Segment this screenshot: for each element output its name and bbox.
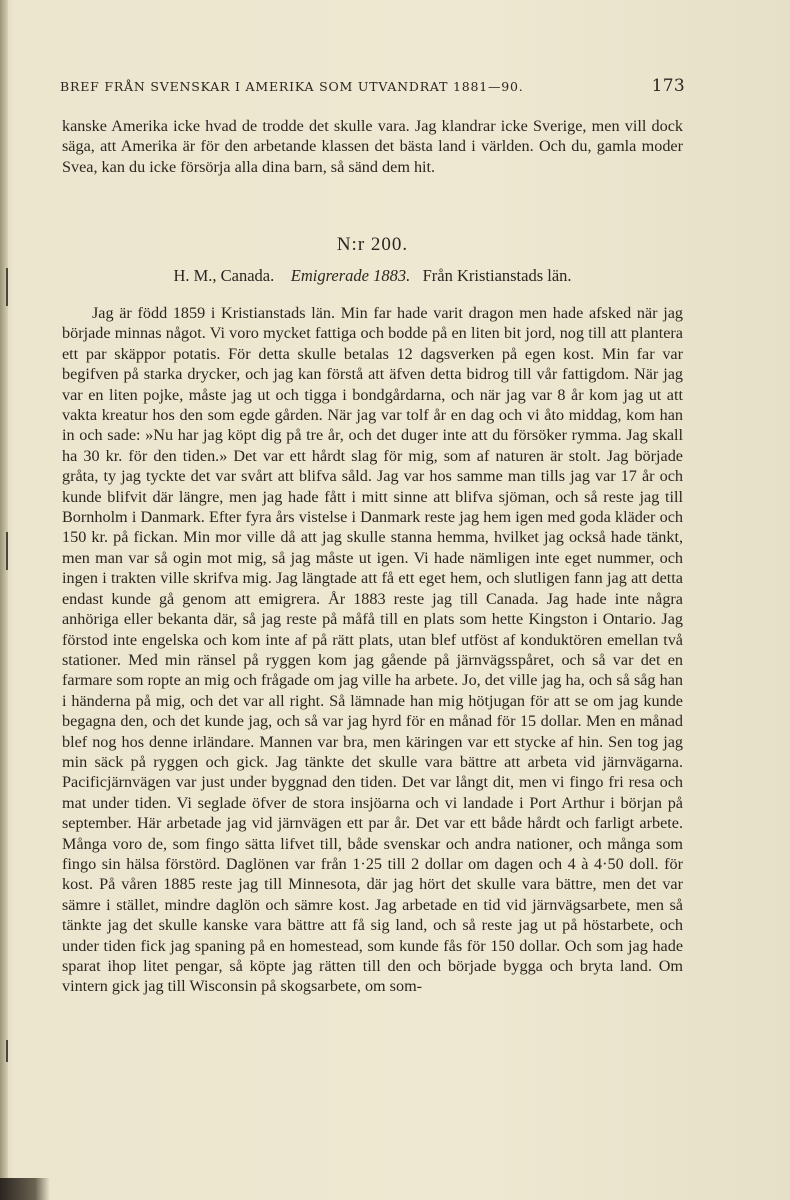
letter-title: N:r 200. (336, 234, 409, 255)
margin-mark (6, 268, 8, 306)
byline-author: H. M., Canada. (173, 266, 275, 285)
page-number: 173 (651, 76, 685, 96)
running-title: BREF FRÅN SVENSKAR I AMERIKA SOM UTVANDRAT 1881—90. (60, 79, 524, 94)
letter-byline (62, 266, 683, 286)
margin-mark (6, 1040, 8, 1062)
running-header (60, 76, 685, 96)
margin-mark (6, 532, 8, 570)
byline-emigrated: Emigrerade 1883. (290, 266, 411, 285)
letter-body (62, 303, 683, 997)
binding-shadow (0, 1178, 50, 1200)
continuation-text: kanske Amerika icke hvad de trodde det skulle vara. Jag klandrar icke Sverige, men vill dock säga, att Amerika är för den arbetande klassen det bästa land i världen. Och du, gamla moder Svea, kan du icke försörja alla dina barn, så sänd dem hit. (62, 117, 683, 176)
byline-origin: Från Kristianstads län. (422, 266, 572, 285)
continuation-paragraph (62, 116, 683, 177)
page-edge (0, 0, 8, 1200)
letter-text: Jag är född 1859 i Kristianstads län. Min far hade varit dragon men hade afsked när jag började minnas något. Vi voro mycket fattiga och bodde på en liten bit jord, nog till att plantera ett par skäppor potatis. För detta skulle betalas 12 dagsverken på egen kost. Min far var begifven på starka drycker, och jag kan förstå att äfven detta bidrog till vår fattigdom. När jag var en liten pojke, måste jag ut och tigga i bondgårdarna, och när jag var 8 år kom jag ut att vakta kreatur hos den som egde gården. När jag var tolf år en dag och vi åto middag, kom han in och sade: »Nu har jag köpt dig på tre år, och det duger inte att du försöker rymma. Jag skall ha 30 kr. för den tiden.» Det var ett hårdt slag för mig, som af naturen är stolt. Jag började gråta, ty jag tyckte det var svårt att blifva såld. Jag var hos samme man tills jag var 17 år och kunde blifvit där längre, men jag hade fått i mitt sinne att blifva sjöman, och så reste jag till Bornholm i Danmark. Efter fyra års vistelse i Danmark reste jag hem igen med goda kläder och 150 kr. på fickan. Min mor ville då att jag skulle stanna hemma, hvilket jag också hade tänkt, men man var så ogin mot mig, så jag måste ut igen. Vi hade nämligen inte eget nummer, och ingen i trakten ville skrifva mig. Jag längtade att få ett eget hem, och slutligen fann jag att detta endast kunde gå genom att emigrera. År 1883 reste jag till Canada. Jag hade inte några anhöriga eller bekanta där, så jag reste på måfå till en plats som hette Kingston i Ontario. Jag förstod inte engelska och kom inte af på rätt plats, utan blef utföst af konduktören emellan två stationer. Med min ränsel på ryggen kom jag gående på järnvägsspåret, och så var det en farmare som ropte an mig och frågade om jag ville ha arbete. Jo, det ville jag ha, och så såg han i händerna på mig, och det var all right. Så lämnade han mig hötjugan för att se om jag kunde begagna den, och det kunde jag, och så var jag hyrd för en månad för 15 dollar. Men en månad blef nog hos denne irländare. Mannen var bra, men käringen var ett stycke af hin. Sen tog jag min säck på ryggen och gick. Jag tänkte det skulle vara bättre att arbeta vid järnvägarna. Pacificjärnvägen var just under byggnad den tiden. Det var långt dit, men vi fingo fri resa och mat under tiden. Vi seglade öfver de stora insjöarna och vi landade i Port Arthur i början på september. Här arbetade jag vid järnvägen ett par år. Det var ett både hårdt och farligt arbete. Många voro de, som fingo sätta lifvet till, både svenskar och andra nationer, och många som fingo sin hälsa förstörd. Daglönen var från 1·25 till 2 dollar om dagen och 4 à 4·50 doll. för kost. På våren 1885 reste jag till Minnesota, där jag hört det skulle vara bättre, men det var sämre i stället, mindre daglön och sämre kost. Jag arbetade en tid vid järnvägsarbete, men så tänkte jag det skulle kanske vara bättre att få sig land, och så reste jag ut på höstarbete, och under tiden fick jag spaning på en homestead, som kunde fås för 150 dollar. Och som jag hade sparat ihop litet pengar, så köpte jag rätten till den och började bygga och bryta land. Om vintern gick jag till Wisconsin på skogsarbete, om som- (62, 304, 683, 996)
